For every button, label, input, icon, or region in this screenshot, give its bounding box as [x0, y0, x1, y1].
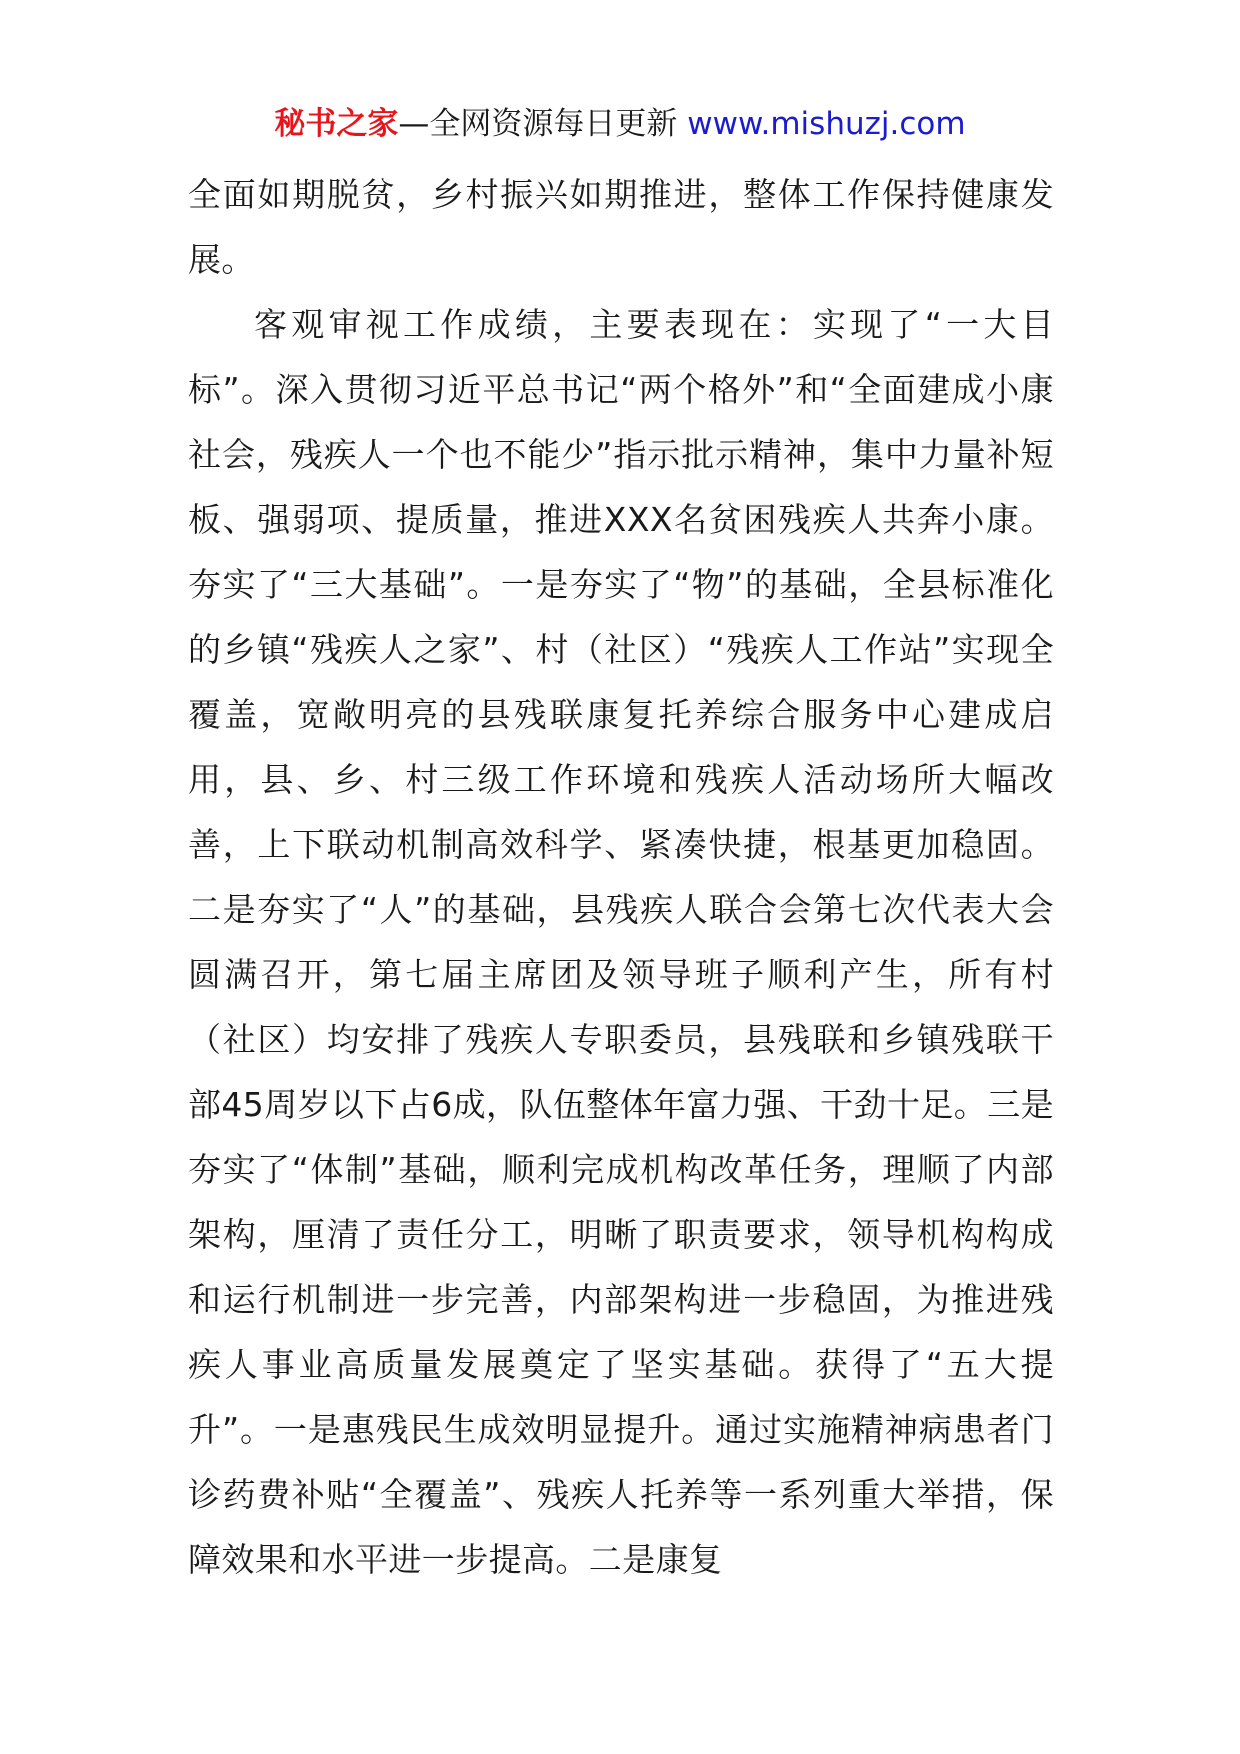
site-brand: 秘书之家 [274, 106, 399, 142]
document-body [188, 162, 1054, 1592]
paragraph-continuation: 全面如期脱贫，乡村振兴如期推进，整体工作保持健康发展。 [188, 175, 1054, 279]
site-tagline: —全网资源每日更新 [398, 106, 688, 142]
site-header [0, 104, 1240, 144]
site-url-link[interactable]: www.mishuzj.com [687, 106, 966, 142]
paragraph-achievements: 客观审视工作成绩，主要表现在：实现了“一大目标”。深入贯彻习近平总书记“两个格外”和“全面建成小康社会，残疾人一个也不能少”指示批示精神，集中力量补短板、强弱项、提质量，推进XXX名贫困残疾人共奔小康。夯实了“三大基础”。一是夯实了“物”的基础，全县标准化的乡镇“残疾人之家”、村（社区）“残疾人工作站”实现全覆盖，宽敞明亮的县残联康复托养综合服务中心建成启用，县、乡、村三级工作环境和残疾人活动场所大幅改善，上下联动机制高效科学、紧凑快捷，根基更加稳固。二是夯实了“人”的基础，县残疾人联合会第七次代表大会圆满召开，第七届主席团及领导班子顺利产生，所有村（社区）均安排了残疾人专职委员，县残联和乡镇残联干部45周岁以下占6成，队伍整体年富力强、干劲十足。三是夯实了“体制”基础，顺利完成机构改革任务，理顺了内部架构，厘清了责任分工，明晰了职责要求，领导机构构成和运行机制进一步完善，内部架构进一步稳固，为推进残疾人事业高质量发展奠定了坚实基础。获得了“五大提升”。一是惠残民生成效明显提升。通过实施精神病患者门诊药费补贴“全覆盖”、残疾人托养等一系列重大举措，保障效果和水平进一步提高。二是康复 [188, 305, 1054, 1579]
